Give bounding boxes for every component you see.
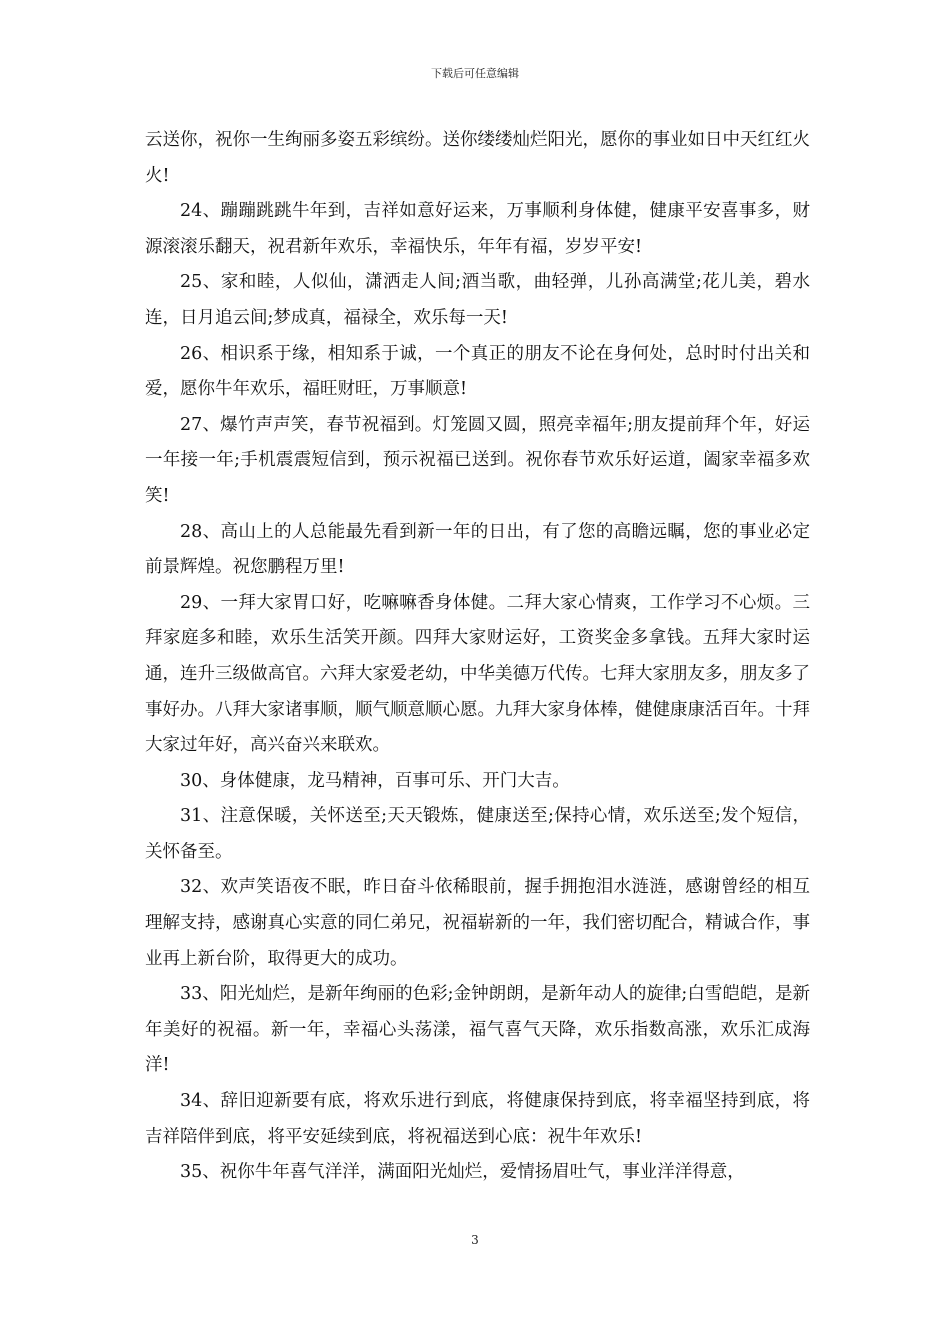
paragraph-continuation: 云送你，祝你一生绚丽多姿五彩缤纷。送你缕缕灿烂阳光，愿你的事业如日中天红红火火! bbox=[145, 130, 810, 186]
document-body bbox=[145, 123, 810, 1191]
paragraph-35: 35、祝你牛年喜气洋洋，满面阳光灿烂，爱情扬眉吐气，事业洋洋得意， bbox=[180, 1162, 745, 1183]
paragraph-30: 30、身体健康，龙马精神，百事可乐、开门大吉。 bbox=[180, 770, 570, 791]
paragraph-24: 24、蹦蹦跳跳牛年到，吉祥如意好运来，万事顺利身体健，健康平安喜事多，财源滚滚乐翻天，祝君新年欢乐，幸福快乐，年年有福，岁岁平安! bbox=[145, 201, 810, 257]
page-header: 下载后可任意编辑 bbox=[431, 67, 519, 80]
paragraph-29: 29、一拜大家胃口好，吃嘛嘛香身体健。二拜大家心情爽，工作学习不心烦。三拜家庭多和睦，欢乐生活笑开颜。四拜大家财运好，工资奖金多拿钱。五拜大家时运通，连升三级做高官。六拜大家爱老幼，中华美德万代传。七拜大家朋友多，朋友多了事好办。八拜大家诸事顺，顺气顺意顺心愿。九拜大家身体棒，健健康康活百年。十拜大家过年好，高兴奋兴来联欢。 bbox=[145, 592, 810, 756]
paragraph-34: 34、辞旧迎新要有底，将欢乐进行到底，将健康保持到底，将幸福坚持到底，将吉祥陪伴到底，将平安延续到底，将祝福送到心底：祝牛年欢乐! bbox=[145, 1091, 810, 1147]
paragraph-33: 33、阳光灿烂，是新年绚丽的色彩;金钟朗朗，是新年动人的旋律;白雪皑皑，是新年美好的祝福。新一年，幸福心头荡漾，福气喜气天降，欢乐指数高涨，欢乐汇成海洋! bbox=[145, 984, 810, 1076]
paragraph-27: 27、爆竹声声笑，春节祝福到。灯笼圆又圆，照亮幸福年;朋友提前拜个年，好运一年接一年;手机震震短信到，预示祝福已送到。祝你春节欢乐好运道，阖家幸福多欢笑! bbox=[145, 414, 810, 506]
paragraph-25: 25、家和睦，人似仙，潇洒走人间;酒当歌，曲轻弹，儿孙高满堂;花儿美，碧水连，日月追云间;梦成真，福禄全，欢乐每一天! bbox=[145, 272, 810, 328]
page-number: 3 bbox=[471, 1233, 479, 1247]
paragraph-32: 32、欢声笑语夜不眠，昨日奋斗依稀眼前，握手拥抱泪水涟涟，感谢曾经的相互理解支持，感谢真心实意的同仁弟兄，祝福崭新的一年，我们密切配合，精诚合作，事业再上新台阶，取得更大的成功。 bbox=[145, 877, 810, 969]
paragraph-31: 31、注意保暖，关怀送至;天天锻炼，健康送至;保持心情，欢乐送至;发个短信，关怀备至。 bbox=[145, 806, 810, 862]
paragraph-26: 26、相识系于缘，相知系于诚，一个真正的朋友不论在身何处，总时时付出关和爱，愿你牛年欢乐，福旺财旺，万事顺意! bbox=[145, 343, 810, 400]
paragraph-28: 28、高山上的人总能最先看到新一年的日出，有了您的高瞻远瞩，您的事业必定前景辉煌。祝您鹏程万里! bbox=[145, 521, 810, 578]
